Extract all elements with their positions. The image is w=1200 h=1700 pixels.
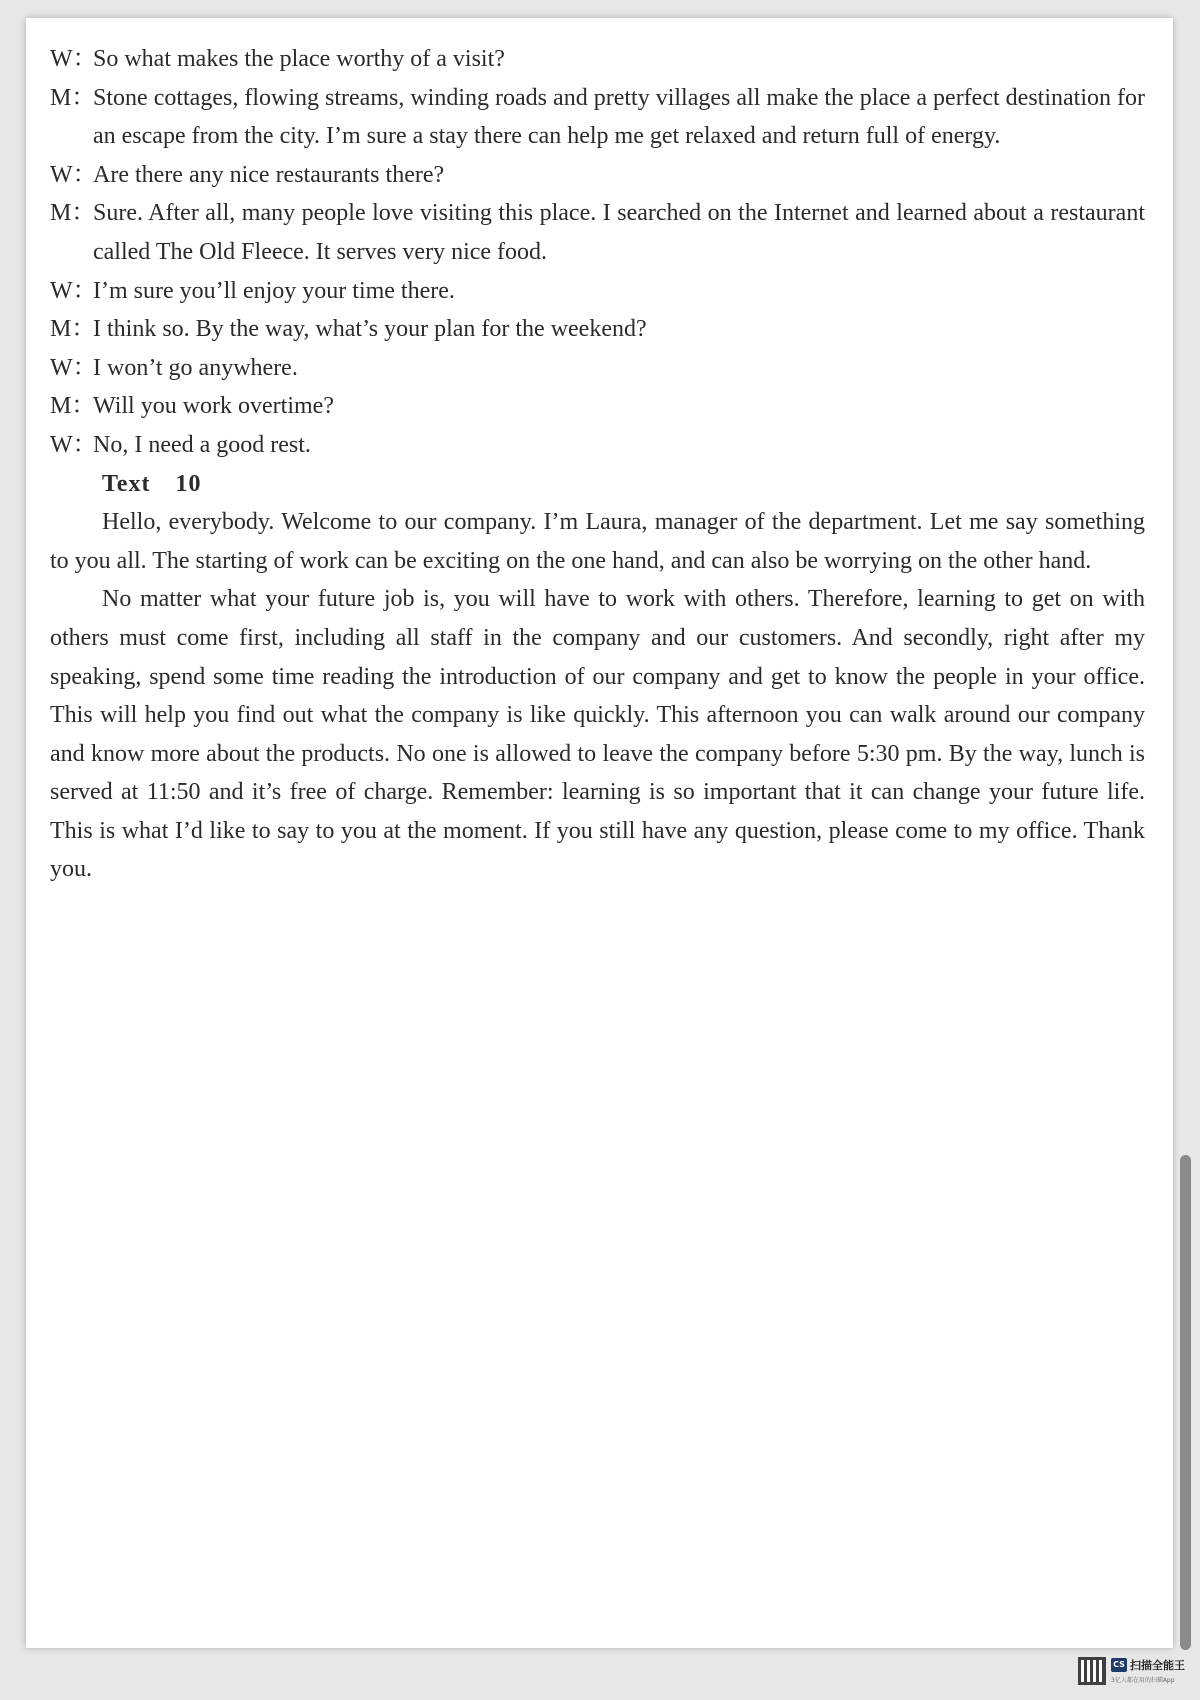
dialogue-line [50, 40, 1145, 79]
paragraph: Hello, everybody. Welcome to our company. I’m Laura, manager of the department. Let me say something to you all. The starting of work can be exciting on the one hand, and can also be worrying on the other hand. [50, 509, 1145, 574]
dialogue-text: Will you work overtime? [93, 393, 334, 420]
speaker-label: W： [50, 431, 97, 458]
speaker-label: W： [50, 161, 97, 188]
dialogue-text: I think so. By the way, what’s your plan for the weekend? [93, 316, 647, 343]
dialogue-text: I’m sure you’ll enjoy your time there. [93, 277, 455, 304]
speaker-label: M： [50, 84, 96, 111]
speaker-label: W： [50, 277, 97, 304]
cs-logo: CS [1111, 1658, 1127, 1672]
watermark-subtitle: 3亿人都在用的扫描App [1111, 1677, 1175, 1684]
dialogue-text: I won’t go anywhere. [93, 354, 298, 381]
dialogue [50, 40, 1145, 465]
section-heading: Text 10 [102, 470, 202, 497]
speaker-label: M： [50, 316, 96, 343]
scanner-watermark [1078, 1655, 1196, 1689]
document-page [26, 18, 1173, 1648]
dialogue-line [50, 272, 1145, 311]
speaker-label: M： [50, 200, 96, 227]
page-content [50, 40, 1145, 889]
dialogue-text: Are there any nice restaurants there? [93, 161, 445, 188]
speaker-label: M： [50, 393, 96, 420]
speaker-label: W： [50, 354, 97, 381]
dialogue-line [50, 79, 1145, 156]
dialogue-text: Stone cottages, flowing streams, winding roads and pretty villages all make the place a perfect destination for an escape from the city. I’m sure a stay there can help me get relaxed and return full of energy. [93, 84, 1145, 150]
dialogue-text: No, I need a good rest. [93, 431, 311, 458]
vertical-scrollbar[interactable] [1180, 1155, 1191, 1650]
dialogue-line [50, 426, 1145, 465]
dialogue-line [50, 156, 1145, 195]
watermark-brand: 扫描全能王 [1130, 1659, 1185, 1672]
dialogue-line [50, 349, 1145, 388]
dialogue-line [50, 310, 1145, 349]
dialogue-text: So what makes the place worthy of a visit? [93, 46, 505, 72]
speaker-label: W： [50, 46, 97, 72]
dialogue-line [50, 387, 1145, 426]
dialogue-line [50, 194, 1145, 271]
paragraph: No matter what your future job is, you will have to work with others. Therefore, learning to get on with others must come first, including all staff in the company and our customers. And secondly, right after my speaking, spend some time reading the introduction of our company and get to know the people in your office. This will help you find out what the company is like quickly. This afternoon you can walk around our company and know more about the products. No one is allowed to leave the company before 5:30 pm. By the way, lunch is served at 11:50 and it’s free of charge. Remember: learning is so important that it can change your future life. This is what I’d like to say to you at the moment. If you still have any question, please come to my office. Thank you. [50, 586, 1145, 883]
qr-code-icon [1078, 1657, 1106, 1685]
dialogue-text: Sure. After all, many people love visiting this place. I searched on the Internet and learned about a restaurant called The Old Fleece. It serves very nice food. [93, 200, 1145, 265]
